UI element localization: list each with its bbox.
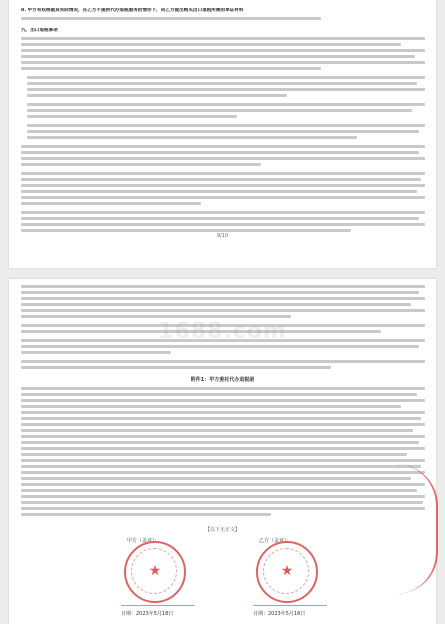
party-b-label: 乙方（盖章）： xyxy=(259,538,292,544)
contract-page-2 xyxy=(9,279,436,624)
appendix-title: 附件1：甲方委托代办退税函 xyxy=(190,377,255,383)
company-seal-icon: ★ xyxy=(124,541,186,603)
text-line xyxy=(21,17,321,20)
section-heading: 九、出口退税事项 xyxy=(21,28,58,33)
seam-seal-icon xyxy=(396,464,438,594)
no-more-text: 【以下无正文】 xyxy=(204,527,240,533)
page-number: 9/10 xyxy=(216,233,229,239)
contract-page-1 xyxy=(9,0,436,268)
party-a-date: 日期：2023年5月18日 xyxy=(121,611,174,617)
party-a-label: 甲方（盖章）： xyxy=(127,538,160,544)
party-a-signature-line xyxy=(121,605,195,606)
party-b-date: 日期：2023年5月18日 xyxy=(253,611,306,617)
watermark: 1688.com xyxy=(158,319,287,344)
page1-heading: 8. 甲方有权根据其实际情况，在乙方不提供代办退税服务的情形下，向乙方提出购买出口退税所需的单证材料 xyxy=(21,8,244,13)
party-b-signature-line xyxy=(253,605,327,606)
company-seal-icon: ★ xyxy=(256,541,318,603)
